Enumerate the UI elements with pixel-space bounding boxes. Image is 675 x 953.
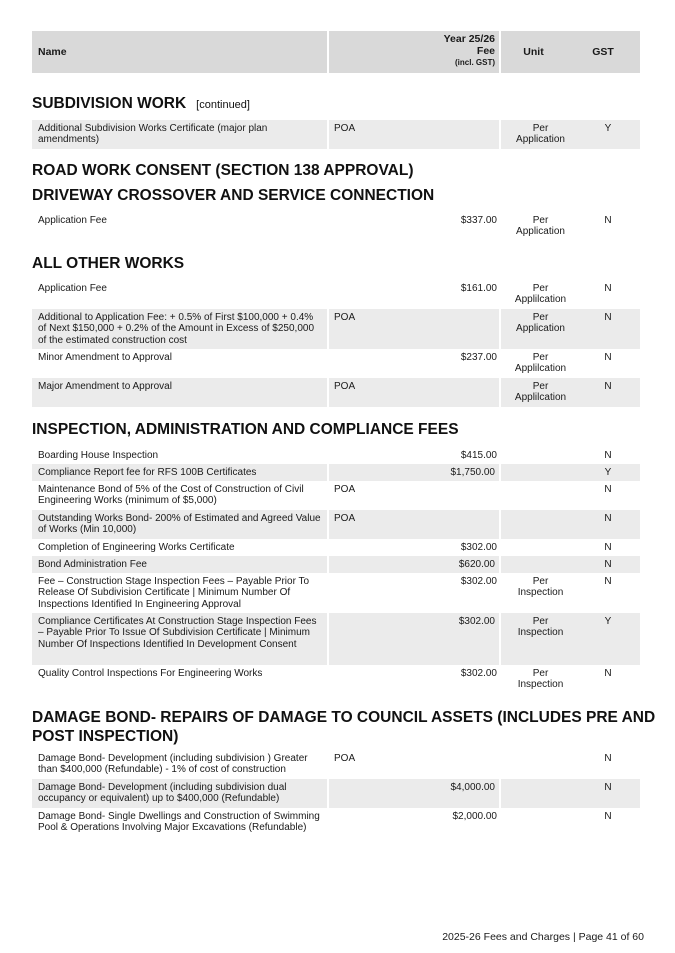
- table-row: [32, 447, 644, 464]
- row-gst: Y: [604, 467, 612, 478]
- row-unit: Per Applilcation: [514, 381, 567, 404]
- row-name: Compliance Report fee for RFS 100B Certificates: [32, 464, 329, 481]
- header-fee-label: Fee: [329, 46, 495, 58]
- row-name: Application Fee: [38, 283, 107, 294]
- row-unit-gst: [501, 556, 640, 573]
- section-title-line: POST INSPECTION): [32, 728, 179, 745]
- row-gst: N: [604, 811, 612, 822]
- table-row: [32, 280, 644, 309]
- row-name: Damage Bond- Development (including subdivision dual occupancy or equivalent) up to $400,000 (Refundable): [32, 779, 329, 808]
- row-unit-gst: [501, 613, 640, 665]
- row-unit: [506, 484, 571, 510]
- row-gst: N: [604, 559, 612, 570]
- row-name: Minor Amendment to Approval: [38, 352, 172, 363]
- row-unit-gst: [501, 750, 640, 779]
- row-unit-gst: [501, 349, 640, 378]
- table-row: [32, 481, 644, 510]
- table-row: [32, 613, 644, 665]
- section-inspection-title: INSPECTION, ADMINISTRATION AND COMPLIANCE FEES: [32, 421, 459, 438]
- row-fee: $302.00: [460, 668, 497, 679]
- row-unit: [506, 467, 571, 481]
- row-name: Outstanding Works Bond- 200% of Estimated and Agreed Value of Works (Min 10,000): [32, 510, 329, 539]
- row-name: Completion of Engineering Works Certificate: [38, 542, 235, 553]
- row-unit: [506, 811, 571, 848]
- row-unit: Per Application: [516, 123, 565, 146]
- row-name: Bond Administration Fee: [32, 556, 329, 573]
- section-road-title: ROAD WORK CONSENT (SECTION 138 APPROVAL): [32, 162, 414, 179]
- table-header: [32, 31, 644, 73]
- row-fee: POA: [329, 120, 501, 149]
- row-fee: $302.00: [460, 576, 497, 587]
- row-gst: Y: [604, 123, 612, 134]
- row-unit-gst: [501, 573, 640, 613]
- header-fee-year: Year 25/26: [329, 34, 495, 46]
- row-fee: POA: [329, 378, 501, 407]
- section-title-text: SUBDIVISION WORK: [32, 95, 187, 112]
- row-fee: POA: [334, 753, 356, 764]
- table-row: [32, 556, 644, 573]
- row-unit-gst: [501, 779, 640, 808]
- row-name: Application Fee: [38, 215, 107, 226]
- table-row: [32, 750, 644, 779]
- table-row: [32, 378, 644, 407]
- row-unit: [506, 559, 571, 573]
- row-gst: Y: [604, 616, 612, 627]
- row-fee: $302.00: [460, 542, 497, 553]
- row-unit: Per Inspection: [517, 576, 564, 599]
- header-gst: GST: [592, 46, 614, 58]
- row-fee: $302.00: [329, 613, 501, 665]
- row-gst: N: [604, 352, 612, 363]
- row-gst: N: [604, 381, 612, 392]
- table-row: [32, 464, 644, 481]
- row-fee: $4,000.00: [329, 779, 501, 808]
- row-gst: N: [604, 753, 612, 764]
- row-unit: Per Application: [516, 215, 565, 238]
- row-name: Damage Bond- Single Dwellings and Construction of Swimming Pool & Operations Involving Major Excavations (Refundable): [38, 811, 320, 834]
- row-name: Quality Control Inspections For Engineering Works: [38, 668, 263, 679]
- header-unit: Unit: [523, 46, 544, 58]
- row-gst: N: [604, 215, 612, 226]
- row-unit: [506, 542, 571, 556]
- row-unit-gst: [501, 378, 640, 407]
- row-unit-gst: [501, 510, 640, 539]
- row-unit-gst: [501, 280, 640, 309]
- row-fee: $161.00: [460, 283, 497, 294]
- section-other-title: ALL OTHER WORKS: [32, 255, 185, 272]
- row-gst: N: [604, 542, 612, 553]
- header-unit-gst: [501, 31, 640, 73]
- row-gst: N: [604, 450, 612, 461]
- row-fee: $337.00: [460, 215, 497, 226]
- row-name: Damage Bond- Development (including subdivision ) Greater than $400,000 (Refundable) - 1% of cost of construction: [38, 753, 308, 776]
- row-unit: [506, 513, 571, 539]
- row-fee: $1,750.00: [329, 464, 501, 481]
- table-row: [32, 212, 644, 241]
- row-gst: N: [604, 312, 612, 323]
- row-unit: Per Application: [516, 312, 565, 335]
- row-name: Boarding House Inspection: [38, 450, 159, 461]
- row-unit: [506, 753, 571, 779]
- row-name: Major Amendment to Approval: [32, 378, 329, 407]
- row-unit: Per Inspection: [517, 668, 564, 691]
- row-fee: $2,000.00: [452, 811, 497, 822]
- table-row: [32, 349, 644, 378]
- row-gst: N: [604, 782, 612, 793]
- row-gst: N: [604, 484, 612, 495]
- row-unit-gst: [501, 665, 640, 694]
- row-unit-gst: [501, 309, 640, 349]
- table-row: [32, 808, 644, 848]
- table-row: [32, 779, 644, 808]
- section-note: [continued]: [196, 99, 250, 111]
- row-unit-gst: [501, 212, 640, 241]
- row-fee: POA: [334, 484, 356, 495]
- row-name: Additional to Application Fee: + 0.5% of First $100,000 + 0.4% of Next $150,000 + 0.2% of the Amount in Excess of $250,000 of the estimated construction cost: [32, 309, 329, 349]
- row-unit-gst: [501, 447, 640, 464]
- row-name: Compliance Certificates At Construction Stage Inspection Fees – Payable Prior To Issue Of Subdivision Certificate | Minimum Number Of Inspections Identified In Development Consent: [32, 613, 329, 665]
- header-name: Name: [32, 31, 329, 73]
- row-unit-gst: [501, 539, 640, 556]
- row-unit-gst: [501, 120, 640, 149]
- row-unit-gst: [501, 464, 640, 481]
- section-driveway-title: DRIVEWAY CROSSOVER AND SERVICE CONNECTION: [32, 187, 435, 204]
- table-row: [32, 573, 644, 613]
- row-unit: Per Inspection: [517, 616, 564, 639]
- table-row: [32, 120, 644, 149]
- table-row: [32, 539, 644, 556]
- row-gst: N: [604, 513, 612, 524]
- table-row: [32, 309, 644, 349]
- page-footer: 2025-26 Fees and Charges | Page 41 of 60: [442, 931, 644, 943]
- row-fee: POA: [329, 309, 501, 349]
- header-fee-gst-note: (incl. GST): [329, 57, 495, 69]
- section-damage-title: [32, 708, 655, 746]
- table-row: [32, 665, 644, 694]
- row-unit-gst: [501, 481, 640, 510]
- row-unit: Per Applilcation: [514, 352, 567, 375]
- row-gst: N: [604, 283, 612, 294]
- row-unit: [506, 782, 571, 808]
- row-name: Fee – Construction Stage Inspection Fees – Payable Prior To Release Of Subdivision Certificate | Minimum Number Of Inspections Identified In Engineering Approval: [38, 576, 310, 610]
- row-gst: N: [604, 668, 612, 679]
- row-fee: POA: [329, 510, 501, 539]
- row-gst: N: [604, 576, 612, 587]
- row-name: Maintenance Bond of 5% of the Cost of Construction of Civil Engineering Works (minimum of $5,000): [38, 484, 304, 507]
- section-subdivision-title: [32, 95, 250, 113]
- section-title-line: DAMAGE BOND- REPAIRS OF DAMAGE TO COUNCIL ASSETS (INCLUDES PRE AND: [32, 709, 656, 726]
- row-fee: $237.00: [460, 352, 497, 363]
- row-unit-gst: [501, 808, 640, 848]
- row-unit: [506, 450, 571, 464]
- row-fee: $620.00: [329, 556, 501, 573]
- header-fee: [329, 31, 501, 73]
- row-fee: $415.00: [460, 450, 497, 461]
- row-name: Additional Subdivision Works Certificate (major plan amendments): [32, 120, 329, 149]
- table-row: [32, 510, 644, 539]
- row-unit: Per Applilcation: [514, 283, 567, 306]
